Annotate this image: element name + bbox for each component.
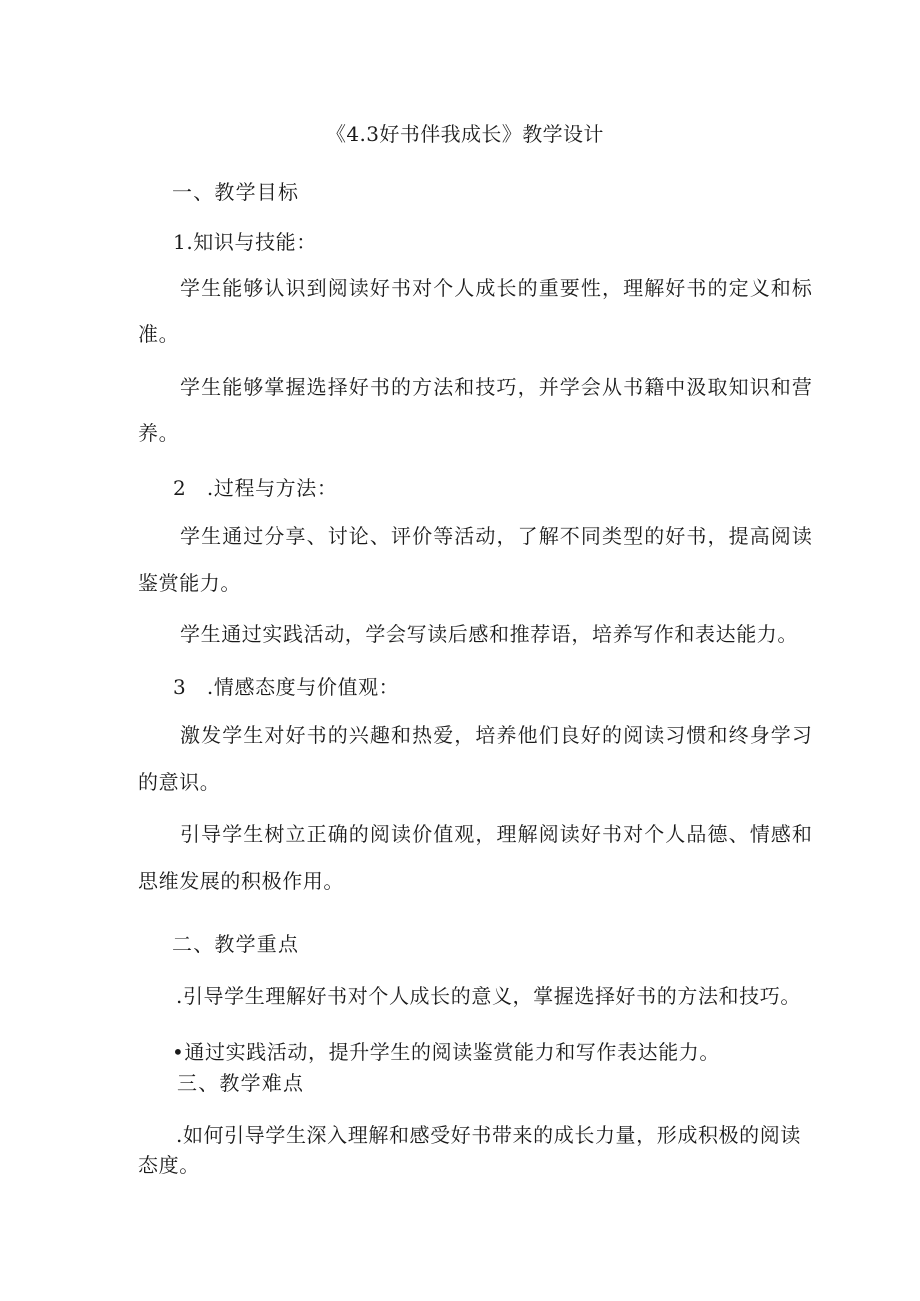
subheading-knowledge-skills: 1.知识与技能： <box>173 230 317 254</box>
section-heading-difficulties: 三、教学难点 <box>177 1071 305 1095</box>
subheading-process-methods: 2 .过程与方法： <box>173 476 338 500</box>
paragraph-line: 学生能够掌握选择好书的方法和技巧，并学会从书籍中汲取知识和营 <box>180 375 813 399</box>
paragraph-line: 养。 <box>138 421 180 445</box>
list-item: .引导学生理解好书对个人成长的意义，掌握选择好书的方法和技巧。 <box>176 984 801 1008</box>
paragraph-line: 引导学生树立正确的阅读价值观，理解阅读好书对个人品德、情感和 <box>180 822 813 846</box>
paragraph-line: 准。 <box>138 322 180 346</box>
paragraph-line: 激发学生对好书的兴趣和热爱，培养他们良好的阅读习惯和终身学习 <box>180 723 813 747</box>
subheading-attitudes-values: 3 .情感态度与价值观： <box>173 675 400 699</box>
document-title: 《4.3好书伴我成长》教学设计 <box>326 122 604 146</box>
list-item: .如何引导学生深入理解和感受好书带来的成长力量，形成积极的阅读 <box>176 1123 801 1147</box>
section-heading-teaching-goals: 一、教学目标 <box>172 180 300 204</box>
paragraph-line: 思维发展的积极作用。 <box>138 869 344 893</box>
paragraph-line: 学生能够认识到阅读好书对个人成长的重要性，理解好书的定义和标 <box>180 276 813 300</box>
paragraph-line: 学生通过实践活动，学会写读后感和推荐语，培养写作和表达能力。 <box>180 622 798 646</box>
paragraph-line: 鉴赏能力。 <box>138 571 241 595</box>
list-item: •通过实践活动，提升学生的阅读鉴赏能力和写作表达能力。 <box>172 1040 720 1064</box>
paragraph-line: 的意识。 <box>138 770 221 794</box>
section-heading-key-points: 二、教学重点 <box>172 932 300 956</box>
list-item-continuation: 态度。 <box>138 1153 200 1177</box>
paragraph-line: 学生通过分享、讨论、评价等活动，了解不同类型的好书，提高阅读 <box>180 524 813 548</box>
